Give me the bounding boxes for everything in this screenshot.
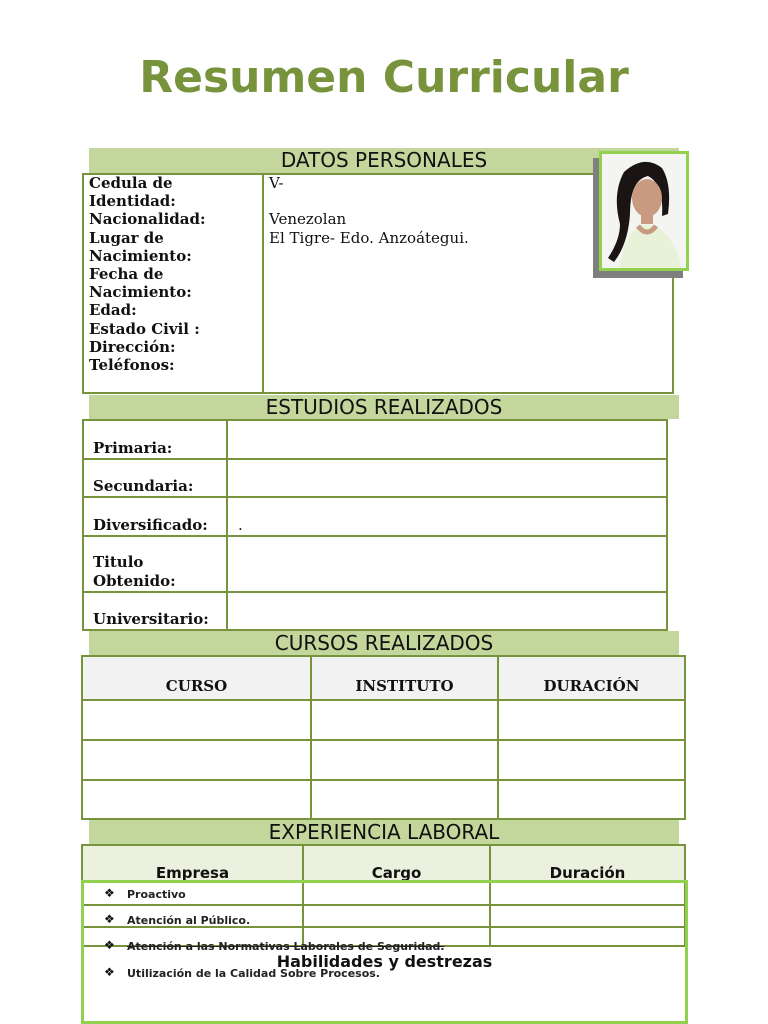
label-cedula-2: Identidad:: [89, 192, 176, 210]
col-empresa: Empresa: [155, 864, 230, 882]
page-title: Resumen Curricular: [139, 52, 629, 103]
bullet-icon: ❖: [104, 912, 115, 926]
skill-item: Atención a las Normativas Laborales de Seguridad.: [127, 940, 445, 953]
label-secundaria: Secundaria:: [93, 477, 194, 495]
estudios-row-line: [82, 496, 668, 498]
bullet-icon: ❖: [104, 886, 115, 900]
value-diversificado: .: [238, 516, 243, 534]
estudios-heading: ESTUDIOS REALIZADOS: [89, 395, 679, 419]
portrait-icon: [602, 154, 686, 268]
cursos-heading: CURSOS REALIZADOS: [89, 631, 679, 655]
label-titulo-2: Obtenido:: [93, 572, 176, 590]
estudios-divider: [226, 419, 228, 631]
bullet-icon: ❖: [104, 965, 115, 979]
label-direccion: Dirección:: [89, 338, 176, 356]
skill-item: Proactivo: [127, 888, 186, 901]
col-duracion-exp: Duración: [549, 864, 626, 882]
col-duracion: DURACIÓN: [543, 677, 640, 695]
bullet-icon: ❖: [104, 938, 115, 952]
col-cargo: Cargo: [371, 864, 422, 882]
label-fecha-2: Nacimiento:: [89, 283, 192, 301]
label-universitario: Universitario:: [93, 610, 209, 628]
label-telefonos: Teléfonos:: [89, 356, 175, 374]
cursos-row-line: [81, 779, 686, 781]
skill-item: Atención al Público.: [127, 914, 251, 927]
experiencia-heading: EXPERIENCIA LABORAL: [89, 820, 679, 844]
profile-photo: [599, 151, 689, 271]
habilidades-heading: Habilidades y destrezas: [276, 952, 493, 971]
label-edad: Edad:: [89, 301, 137, 319]
datos-personales-heading: DATOS PERSONALES: [89, 148, 679, 173]
estudios-row-line: [82, 535, 668, 537]
value-lugar: El Tigre- Edo. Anzoátegui.: [269, 229, 469, 247]
label-lugar-2: Nacimiento:: [89, 247, 192, 265]
value-nacionalidad: Venezolan: [269, 210, 347, 228]
label-diversificado: Diversificado:: [93, 516, 208, 534]
skill-item: Utilización de la Calidad Sobre Procesos.: [127, 967, 380, 980]
label-estado-civil: Estado Civil :: [89, 320, 200, 338]
estudios-row-line: [82, 458, 668, 460]
label-cedula-1: Cedula de: [89, 174, 173, 192]
label-titulo-1: Titulo: [93, 553, 144, 571]
datos-divider: [262, 173, 264, 394]
value-cedula: V-: [269, 174, 284, 192]
label-lugar-1: Lugar de: [89, 229, 164, 247]
estudios-row-line: [82, 591, 668, 593]
label-fecha-1: Fecha de: [89, 265, 164, 283]
col-curso: CURSO: [165, 677, 228, 695]
label-nacionalidad: Nacionalidad:: [89, 210, 206, 228]
label-primaria: Primaria:: [93, 439, 173, 457]
cursos-row-line: [81, 699, 686, 701]
col-instituto: INSTITUTO: [355, 677, 454, 695]
cursos-row-line: [81, 739, 686, 741]
